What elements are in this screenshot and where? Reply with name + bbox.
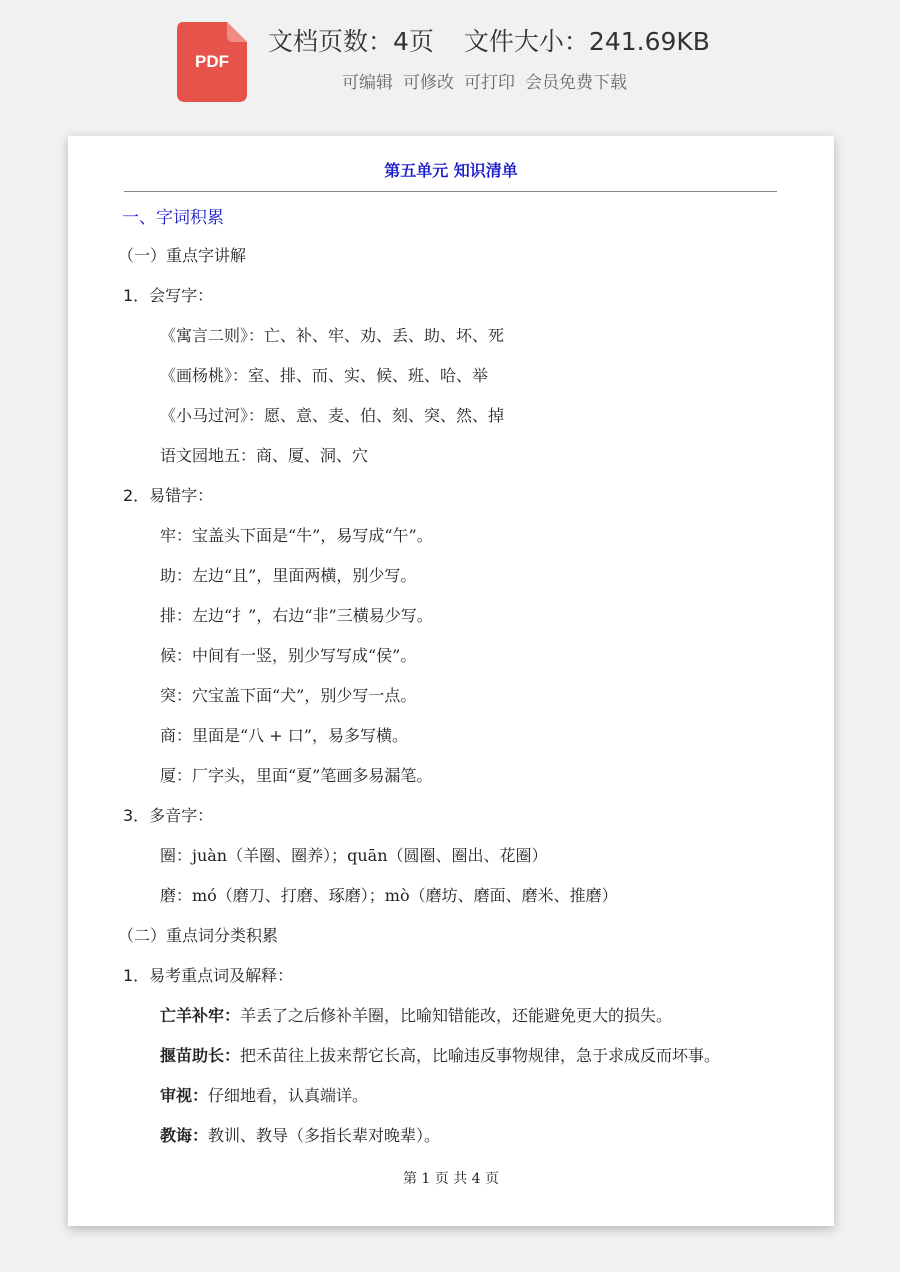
section-heading-vocab: 一、字词积累 bbox=[122, 208, 224, 228]
term-label: 审视： bbox=[160, 1086, 209, 1105]
error-char-line: 商：里面是“八 + 口”，易多写横。 bbox=[160, 726, 408, 745]
page-count: 文档页数：4页 bbox=[268, 27, 434, 56]
write-chars-line: 《画杨桃》：室、排、而、实、候、班、哈、举 bbox=[160, 366, 489, 385]
error-char-line: 排：左边“扌”，右边“非”三横易少写。 bbox=[160, 606, 433, 625]
write-chars-line: 《寓言二则》：亡、补、牢、劝、丢、助、坏、死 bbox=[160, 326, 505, 345]
document-page bbox=[68, 136, 834, 1226]
term-label: 教诲： bbox=[160, 1126, 209, 1145]
term-definition: 羊丢了之后修补羊圈，比喻知错能改，还能避免更大的损失。 bbox=[240, 1006, 673, 1025]
term-definition-line bbox=[160, 1043, 720, 1066]
error-char-line: 牢：宝盖头下面是“牛”，易写成“午”。 bbox=[160, 526, 433, 545]
term-definition: 教训、教导（多指长辈对晚辈）。 bbox=[208, 1126, 441, 1145]
page-title: 第五单元 知识清单 bbox=[384, 161, 518, 180]
error-char-line: 突：穴宝盖下面“犬”，别少写一点。 bbox=[160, 686, 417, 705]
term-definition-line bbox=[160, 1003, 672, 1026]
file-meta bbox=[268, 22, 710, 58]
pdf-icon-label: PDF bbox=[195, 52, 229, 71]
item-key-terms: 1．易考重点词及解释： bbox=[123, 966, 294, 985]
item-polyphonic-chars: 3．多音字： bbox=[123, 806, 214, 825]
feature-member-download: 会员免费下载 bbox=[525, 73, 627, 93]
term-definition-line bbox=[160, 1083, 368, 1106]
polyphonic-line: 圈：juàn（羊圈、圈养）；quān（圆圈、圈出、花圈） bbox=[160, 846, 548, 865]
term-definition-line bbox=[160, 1123, 440, 1146]
feature-modifiable: 可修改 bbox=[403, 73, 454, 93]
term-definition: 仔细地看，认真端详。 bbox=[208, 1086, 369, 1105]
write-chars-line: 《小马过河》：愿、意、麦、伯、刻、突、然、掉 bbox=[160, 406, 505, 425]
error-char-line: 厦：厂字头，里面“夏”笔画多易漏笔。 bbox=[160, 766, 433, 785]
subsection-key-chars: （一）重点字讲解 bbox=[118, 246, 247, 265]
term-label: 揠苗助长： bbox=[160, 1046, 241, 1065]
write-chars-line: 语文园地五：商、厦、洞、穴 bbox=[160, 446, 369, 465]
polyphonic-line: 磨：mó（磨刀、打磨、琢磨）；mò（磨坊、磨面、磨米、推磨） bbox=[160, 886, 618, 905]
feature-printable: 可打印 bbox=[464, 73, 515, 93]
feature-list bbox=[342, 68, 637, 93]
item-write-chars: 1．会写字： bbox=[123, 286, 214, 305]
term-definition: 把禾苗往上拔来帮它长高，比喻违反事物规律，急于求成反而坏事。 bbox=[240, 1046, 721, 1065]
document-info-header bbox=[0, 0, 900, 130]
subsection-key-words: （二）重点词分类积累 bbox=[118, 926, 279, 945]
file-size: 文件大小：241.69KB bbox=[463, 27, 710, 56]
pdf-file-icon bbox=[177, 22, 247, 102]
error-char-line: 候：中间有一竖，别少写写成“侯”。 bbox=[160, 646, 417, 665]
page-number-footer: 第 1 页 共 4 页 bbox=[402, 1171, 500, 1187]
error-char-line: 助：左边“且”，里面两横，别少写。 bbox=[160, 566, 417, 585]
feature-editable: 可编辑 bbox=[342, 73, 393, 93]
item-error-chars: 2．易错字： bbox=[123, 486, 214, 505]
title-divider bbox=[124, 191, 777, 192]
term-label: 亡羊补牢： bbox=[160, 1006, 241, 1025]
